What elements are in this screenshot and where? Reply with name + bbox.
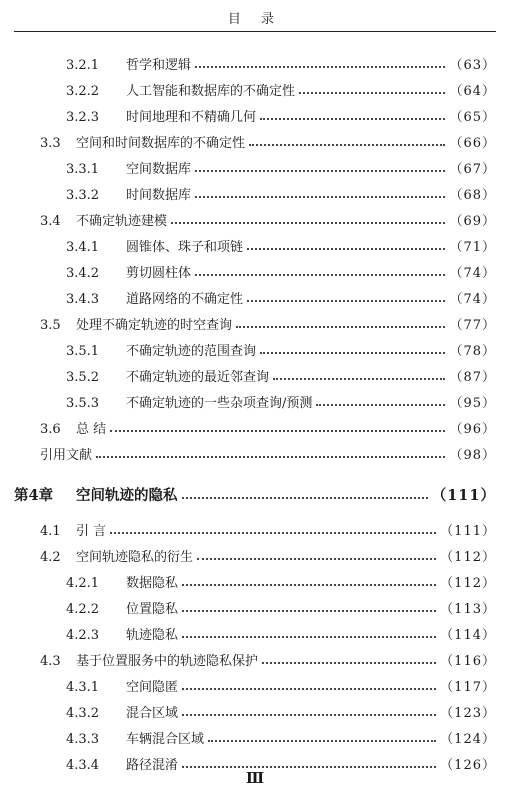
toc-entry-number: 4.3.4 — [66, 758, 100, 773]
dot-leader — [195, 66, 445, 68]
toc-entry-title: 空间轨迹的隐私 — [76, 487, 178, 504]
toc-entry — [66, 598, 496, 617]
toc-entry-page: （114） — [440, 628, 496, 643]
toc-entry — [66, 184, 496, 203]
toc-entry-number: 3.3 — [40, 136, 61, 151]
toc-entry-page: （68） — [449, 188, 496, 203]
toc-entry — [66, 392, 496, 411]
toc-entry-number: 3.2.1 — [66, 58, 100, 73]
toc-entry — [66, 288, 496, 307]
toc-entry-page: （63） — [449, 58, 496, 73]
toc-entry-page: （113） — [440, 602, 496, 617]
dot-leader — [96, 456, 445, 458]
toc-entry-page: （117） — [440, 680, 496, 695]
dot-leader — [236, 326, 445, 328]
toc-entry-number: 4.2.2 — [66, 602, 100, 617]
toc-entry-page: （111） — [431, 487, 496, 504]
toc-entry — [40, 520, 496, 539]
toc-entry-title: 不确定轨迹的最近邻查询 — [126, 370, 270, 385]
toc-entry-page: （74） — [449, 266, 496, 281]
toc-entry-title: 总 结 — [76, 422, 107, 437]
toc-entry-number: 4.1 — [40, 524, 61, 539]
toc-entry-page: （123） — [440, 706, 496, 721]
toc-entry-page: （87） — [449, 370, 496, 385]
toc-entry-title: 数据隐私 — [126, 576, 179, 591]
toc-entry-number: 3.2.2 — [66, 84, 100, 99]
toc-entry-page: （67） — [449, 162, 496, 177]
toc-entry-page: （74） — [449, 292, 496, 307]
toc-entry — [40, 132, 496, 151]
toc-entry-title: 位置隐私 — [126, 602, 179, 617]
toc-entry-title: 时间数据库 — [126, 188, 192, 203]
toc-entry-number: 4.3.3 — [66, 732, 100, 747]
toc-entry — [40, 650, 496, 669]
dot-leader — [195, 170, 445, 172]
dot-leader — [182, 688, 436, 690]
toc-entry-title: 轨迹隐私 — [126, 628, 179, 643]
toc-entry-number: 3.3.2 — [66, 188, 100, 203]
toc-entry-title: 不确定轨迹的范围查询 — [126, 344, 257, 359]
toc-entry — [66, 728, 496, 747]
dot-leader — [260, 118, 445, 120]
toc-entry — [66, 366, 496, 385]
toc-entry-number: 3.5.1 — [66, 344, 100, 359]
toc-entry-page: （98） — [449, 448, 496, 463]
toc-entry-title: 不确定轨迹的一些杂项查询/预测 — [126, 396, 313, 411]
toc-entry-page: （71） — [449, 240, 496, 255]
toc-entry-number: 3.4.2 — [66, 266, 100, 281]
toc-entry-title: 哲学和逻辑 — [126, 58, 192, 73]
running-header: 目 录 — [227, 12, 283, 27]
toc-entry-title: 空间隐匿 — [126, 680, 179, 695]
toc-entry-page: （111） — [440, 524, 496, 539]
toc-entry-title: 道路网络的不确定性 — [126, 292, 244, 307]
toc-entry-number: 4.2 — [40, 550, 61, 565]
dot-leader — [247, 300, 445, 302]
toc-entry — [40, 444, 496, 463]
toc-entry-title: 人工智能和数据库的不确定性 — [126, 84, 296, 99]
toc-entry — [40, 418, 496, 437]
dot-leader — [110, 430, 445, 432]
toc-entry — [66, 624, 496, 643]
dot-leader — [260, 352, 445, 354]
toc-entry — [66, 702, 496, 721]
dot-leader — [197, 558, 436, 560]
toc-entry-title: 处理不确定轨迹的时空查询 — [76, 318, 233, 333]
dot-leader — [110, 532, 436, 534]
toc-entry-title: 混合区域 — [126, 706, 179, 721]
toc-entry-title: 基于位置服务中的轨迹隐私保护 — [76, 654, 259, 669]
toc-entry — [66, 106, 496, 125]
toc-entry-title: 引用文献 — [40, 448, 93, 463]
toc-entry-number: 4.3.1 — [66, 680, 100, 695]
dot-leader — [195, 274, 445, 276]
toc-entry — [66, 676, 496, 695]
toc-entry-page: （77） — [449, 318, 496, 333]
dot-leader — [171, 222, 445, 224]
toc-entry-page: （112） — [440, 550, 496, 565]
toc-entry-page: （64） — [449, 84, 496, 99]
dot-leader — [195, 196, 445, 198]
toc-entry-page: （96） — [449, 422, 496, 437]
toc-entry-page: （126） — [440, 758, 496, 773]
toc-chapter-entry — [14, 484, 496, 505]
toc-entry-number: 4.2.1 — [66, 576, 100, 591]
toc-entry — [66, 158, 496, 177]
toc-entry-page: （78） — [449, 344, 496, 359]
header-rule — [14, 31, 496, 32]
toc-entry-page: （66） — [449, 136, 496, 151]
toc-entry-number: 4.2.3 — [66, 628, 100, 643]
toc-entry — [40, 210, 496, 229]
dot-leader — [262, 662, 436, 664]
dot-leader — [299, 92, 445, 94]
toc-entry — [66, 572, 496, 591]
page-number: Ⅲ — [245, 769, 265, 787]
toc-entry-number: 3.2.3 — [66, 110, 100, 125]
toc-entry-number: 第4章 — [14, 487, 54, 504]
dot-leader — [208, 740, 436, 742]
toc-entry-number: 4.3.2 — [66, 706, 100, 721]
toc-entry-page: （124） — [440, 732, 496, 747]
toc-entry-number: 3.3.1 — [66, 162, 100, 177]
dot-leader — [182, 497, 428, 499]
dot-leader — [182, 714, 436, 716]
dot-leader — [182, 766, 436, 768]
toc-entry-number: 3.5.2 — [66, 370, 100, 385]
dot-leader — [273, 378, 445, 380]
toc-entry-title: 空间数据库 — [126, 162, 192, 177]
toc-entry-number: 3.4.3 — [66, 292, 100, 307]
toc-entry — [66, 236, 496, 255]
toc-entry-title: 剪切圆柱体 — [126, 266, 192, 281]
dot-leader — [249, 144, 445, 146]
toc-entry-number: 3.6 — [40, 422, 61, 437]
toc-entry-number: 3.4 — [40, 214, 61, 229]
toc-entry — [40, 546, 496, 565]
toc-entry-number: 3.4.1 — [66, 240, 100, 255]
toc-entry-page: （65） — [449, 110, 496, 125]
dot-leader — [247, 248, 445, 250]
toc-entry-title: 引 言 — [76, 524, 107, 539]
dot-leader — [182, 584, 436, 586]
toc-entry-title: 时间地理和不精确几何 — [126, 110, 257, 125]
dot-leader — [182, 636, 436, 638]
toc-entry — [40, 314, 496, 333]
toc-entry-number: 3.5.3 — [66, 396, 100, 411]
toc-entry-number: 4.3 — [40, 654, 61, 669]
toc-entry-page: （116） — [440, 654, 496, 669]
toc-entry-title: 圆锥体、珠子和项链 — [126, 240, 244, 255]
toc-entry-number: 3.5 — [40, 318, 61, 333]
toc-entry-title: 空间和时间数据库的不确定性 — [76, 136, 246, 151]
toc-entry-page: （112） — [440, 576, 496, 591]
toc-entry — [66, 262, 496, 281]
toc-entry — [66, 54, 496, 73]
toc-entry-title: 不确定轨迹建模 — [76, 214, 168, 229]
toc-entry-page: （95） — [449, 396, 496, 411]
toc-entry — [66, 80, 496, 99]
toc-entry-title: 空间轨迹隐私的衍生 — [76, 550, 194, 565]
toc-entry-title: 车辆混合区域 — [126, 732, 205, 747]
toc-entry-page: （69） — [449, 214, 496, 229]
toc-entry — [66, 340, 496, 359]
dot-leader — [316, 404, 445, 406]
dot-leader — [182, 610, 436, 612]
toc-entry-title: 路径混淆 — [126, 758, 179, 773]
